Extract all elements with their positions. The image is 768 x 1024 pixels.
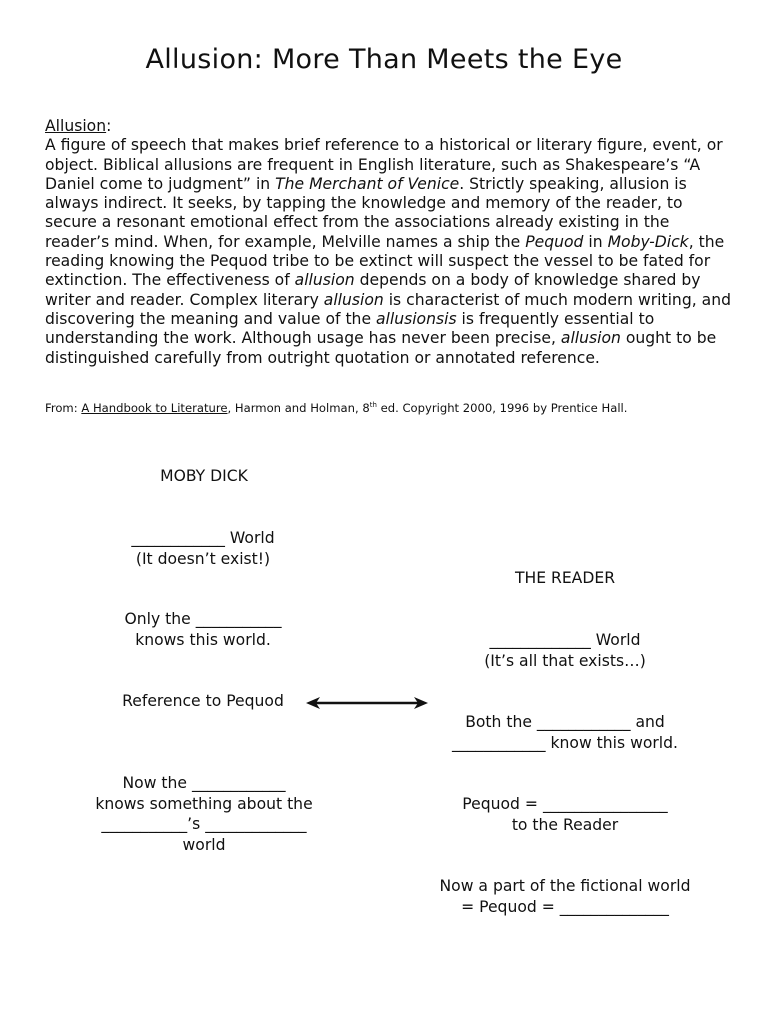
real-world-line: _____________ World xyxy=(489,631,641,649)
definition-colon: : xyxy=(106,117,112,135)
definition-paragraph xyxy=(45,117,735,368)
knows-something-line: knows something about the xyxy=(95,794,313,813)
fictional-world-line: ____________ World xyxy=(131,529,275,547)
to-the-reader-line: to the Reader xyxy=(511,815,619,834)
moby-dick-heading: MOBY DICK xyxy=(160,467,248,485)
both-the-block xyxy=(415,712,715,753)
fictional-part-block xyxy=(400,876,730,917)
fictional-part-line: Now a part of the fictional world xyxy=(439,877,691,895)
source-book-title: A Handbook to Literature xyxy=(81,401,228,415)
both-the-line: Both the ____________ and xyxy=(465,713,665,731)
now-the-line: Now the ____________ xyxy=(122,774,286,792)
definition-body xyxy=(45,136,731,366)
fictional-world-block xyxy=(78,528,328,569)
the-reader-heading: THE READER xyxy=(514,569,616,587)
text-run: is characterist of much modern writing, and discovering the meaning and value of the xyxy=(45,290,731,328)
only-the-block xyxy=(78,609,328,650)
italic-phrase: allusion xyxy=(294,271,355,290)
text-run: depends on a body of knowledge shared by writer and reader. Complex literary xyxy=(45,271,701,309)
fictional-world-note: (It doesn’t exist!) xyxy=(135,549,271,568)
text-run: is frequently essential to understanding the work. Although usage has never been precise, xyxy=(45,309,655,348)
text-run: . Strictly speaking, allusion is always indirect. It seeks, by tapping the knowledge and memory of the reader, to secure a resonant emotional effect from the associations already existing in the reader’s mind. When, for example, Melville names a ship the xyxy=(45,174,687,251)
text-run: A figure of speech that makes brief reference to a historical or literary figure, event, or object. Biblical allusions are frequent in English literature, such as Shakespeare’s “A Daniel come to judgment” in xyxy=(45,136,723,193)
knows-world-line: knows this world. xyxy=(135,630,271,649)
reference-to-pequod: Reference to Pequod xyxy=(122,692,284,710)
italic-phrase: Moby-Dick xyxy=(607,232,689,251)
source-edition-sup: th xyxy=(369,401,377,410)
text-run: ought to be distinguished carefully from outright quotation or annotated reference. xyxy=(45,329,717,367)
page-title: Allusion: More Than Meets the Eye xyxy=(145,44,623,75)
text-run: , the reading knowing the Pequod tribe to be extinct will suspect the vessel to be fated for extinction. The effectiveness of xyxy=(45,232,725,290)
source-copyright: ed. Copyright 2000, 1996 by Prentice Hall. xyxy=(376,401,628,415)
pequod-equals-line: Pequod = ________________ xyxy=(462,795,668,813)
world-word: world xyxy=(182,835,226,854)
real-world-note: (It’s all that exists…) xyxy=(484,651,646,670)
possessive-blank-line: ___________’s _____________ xyxy=(101,815,307,833)
italic-phrase: Pequod xyxy=(525,232,584,251)
pequod-equals-block xyxy=(415,794,715,835)
italic-phrase: The Merchant of Venice xyxy=(275,174,460,193)
know-this-world-line: ____________ know this world. xyxy=(452,733,678,752)
italic-phrase: allusion xyxy=(560,329,621,348)
source-citation xyxy=(45,401,745,415)
only-the-line: Only the ___________ xyxy=(124,610,282,628)
definition-term: Allusion xyxy=(45,117,107,135)
now-the-block xyxy=(54,773,354,855)
pequod-blank-line: = Pequod = ______________ xyxy=(461,897,669,916)
source-prefix: From: xyxy=(45,401,82,415)
real-world-block xyxy=(430,630,700,671)
text-run: in xyxy=(583,232,608,251)
italic-phrase: allusion xyxy=(323,290,384,309)
double-arrow-icon xyxy=(304,694,430,712)
italic-phrase: allusionsis xyxy=(376,309,457,328)
source-authors: , Harmon and Holman, 8 xyxy=(227,401,370,415)
